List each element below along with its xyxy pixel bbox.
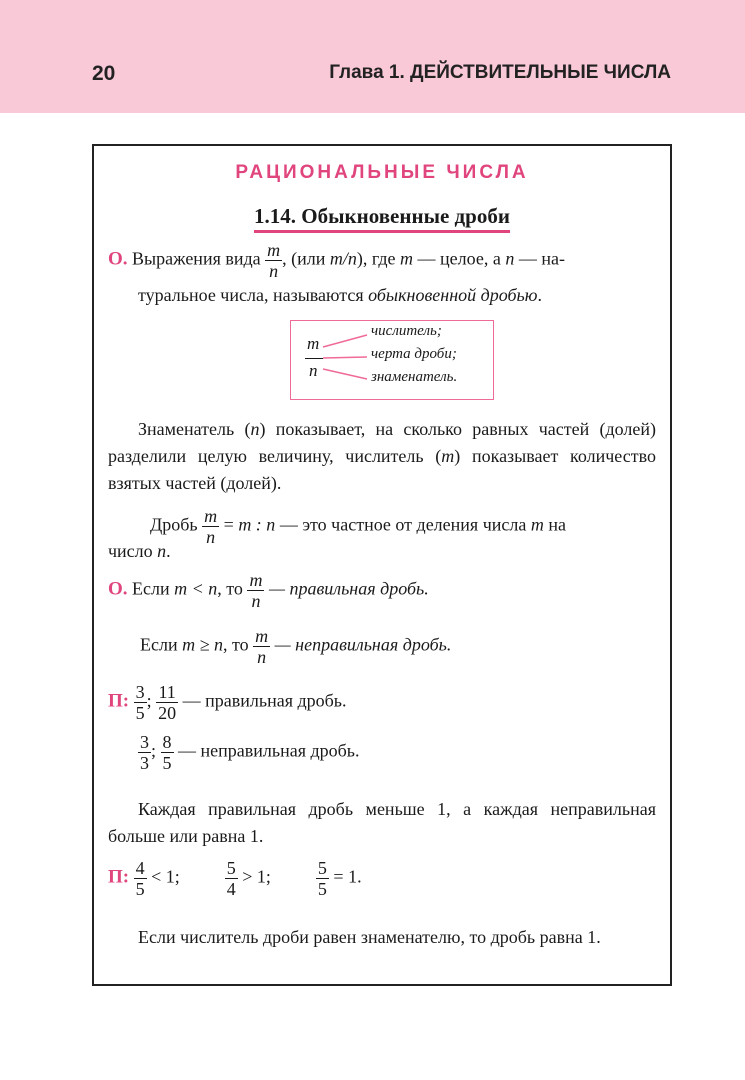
fraction-8-5 bbox=[161, 732, 174, 773]
paragraph-comparison: Каждая правильная дробь меньше 1, а каждая неправильная больше или равна 1. bbox=[108, 799, 656, 846]
example-1-row-2 bbox=[138, 732, 360, 773]
page-header bbox=[0, 0, 745, 113]
fraction-denominator: n bbox=[257, 647, 267, 667]
scheme-connector-lines bbox=[321, 321, 371, 399]
fraction-5-5 bbox=[316, 858, 329, 899]
paragraph-equal-one: Если числитель дроби равен знаменателю, то дробь равна 1. bbox=[138, 927, 601, 947]
def1-dot: . bbox=[537, 285, 542, 305]
definition-marker: О. bbox=[108, 248, 128, 270]
example-marker: П: bbox=[108, 690, 130, 712]
fraction-numerator: m bbox=[204, 506, 218, 526]
para2-dot: . bbox=[166, 541, 171, 561]
para2-line2: число bbox=[108, 541, 153, 561]
example-1-label-proper: — правильная дробь. bbox=[182, 690, 347, 711]
paragraph-division-line-1 bbox=[150, 506, 566, 547]
fraction-denominator: n bbox=[251, 591, 261, 611]
paragraph-denominator bbox=[108, 416, 656, 497]
fraction-numerator: 8 bbox=[162, 732, 172, 752]
example-marker: П: bbox=[108, 866, 130, 888]
fraction-numerator: m bbox=[267, 240, 281, 260]
section-rubric: РАЦИОНАЛЬНЫЕ ЧИСЛА bbox=[235, 162, 529, 183]
section-title bbox=[94, 204, 670, 229]
fraction-denominator: 4 bbox=[226, 879, 236, 899]
fraction-5-4 bbox=[225, 858, 238, 899]
para1-m: m bbox=[441, 446, 455, 466]
example-2 bbox=[108, 858, 362, 899]
para1-t3: ) показывает количество взятых частей (долей). bbox=[108, 446, 656, 493]
def1-end: — на- bbox=[518, 248, 565, 269]
example-separator: ; bbox=[146, 690, 152, 711]
scheme-label-numerator: числитель; bbox=[371, 323, 442, 339]
def2-l2-to: , то bbox=[223, 634, 249, 655]
fraction-4-5 bbox=[134, 858, 147, 899]
def2-l1-to: , то bbox=[217, 578, 243, 599]
def1-line2: туральное числа, называются bbox=[138, 285, 364, 305]
fraction-numerator: 3 bbox=[135, 682, 145, 702]
definition-marker: О. bbox=[108, 578, 128, 600]
para2-expr: m : n bbox=[238, 514, 276, 535]
fraction-m-n bbox=[265, 240, 282, 281]
fraction-11-20 bbox=[156, 682, 178, 723]
example-2-relation: < 1; bbox=[151, 866, 180, 887]
def2-l1-pre: Если bbox=[132, 578, 170, 599]
fraction-denominator: 3 bbox=[140, 753, 149, 773]
scheme-denominator: n bbox=[309, 361, 318, 380]
fraction-denominator: 5 bbox=[135, 703, 145, 723]
fraction-denominator: 20 bbox=[158, 703, 177, 723]
para1-n: n bbox=[250, 419, 260, 439]
example-2-relation: = 1. bbox=[333, 866, 362, 887]
fraction-numerator: 4 bbox=[135, 858, 145, 878]
fraction-numerator: 5 bbox=[317, 858, 327, 878]
para1-t1: Знаменатель ( bbox=[138, 419, 251, 439]
fraction-numerator: m bbox=[255, 626, 269, 646]
fraction-denominator: 5 bbox=[162, 753, 172, 773]
definition-1-line-1 bbox=[108, 240, 565, 281]
fraction-scheme bbox=[290, 320, 494, 400]
content-frame bbox=[92, 144, 672, 986]
definition-2-line-2 bbox=[140, 626, 451, 667]
para2-eq: = bbox=[223, 514, 234, 535]
example-1-row-1 bbox=[108, 682, 347, 723]
def1-pre: Выражения вида bbox=[132, 248, 261, 269]
fraction-m-n bbox=[202, 506, 219, 547]
fraction-3-3 bbox=[138, 732, 151, 773]
fraction-denominator: 5 bbox=[317, 879, 327, 899]
fraction-numerator: 5 bbox=[226, 858, 236, 878]
chapter-title: Глава 1. ДЕЙСТВИТЕЛЬНЫЕ ЧИСЛА bbox=[329, 62, 671, 83]
def1-m: m bbox=[400, 248, 414, 269]
example-separator: ; bbox=[151, 740, 157, 761]
fraction-numerator: m bbox=[249, 570, 263, 590]
example-2-relation: > 1; bbox=[242, 866, 271, 887]
scheme-label-denominator: знаменатель. bbox=[371, 369, 458, 385]
definition-2-line-1 bbox=[108, 570, 429, 611]
example-1-label-improper: — неправильная дробь. bbox=[178, 740, 360, 761]
def2-l2-cond: m ≥ n bbox=[182, 634, 223, 655]
fraction-numerator: 3 bbox=[140, 732, 149, 752]
fraction-denominator: n bbox=[206, 527, 216, 547]
para1-t2: ) показывает, на сколько равных частей (долей) разделили целую величину, числитель ( bbox=[108, 419, 656, 466]
def2-l1-post: — правильная дробь. bbox=[268, 578, 429, 599]
def1-n: n bbox=[505, 248, 515, 269]
para2-pre: Дробь bbox=[150, 514, 198, 535]
def1-mid2: ), где bbox=[356, 248, 396, 269]
def2-l2-post: — неправильная дробь. bbox=[274, 634, 452, 655]
def1-alt: m/n bbox=[329, 248, 357, 269]
def2-l2-pre: Если bbox=[140, 634, 178, 655]
fraction-denominator: n bbox=[269, 261, 279, 281]
fraction-m-n bbox=[253, 626, 270, 667]
fraction-denominator: 5 bbox=[135, 879, 145, 899]
definition-1-line-2 bbox=[138, 282, 542, 308]
fraction-3-5 bbox=[134, 682, 147, 723]
para2-m: m bbox=[530, 514, 544, 535]
def1-mid3: — целое, а bbox=[417, 248, 501, 269]
fraction-numerator: 11 bbox=[156, 682, 178, 703]
paragraph-division-line-2 bbox=[108, 538, 171, 564]
scheme-numerator: m bbox=[307, 334, 320, 353]
para2-n: n bbox=[157, 541, 167, 561]
page-number: 20 bbox=[92, 62, 116, 85]
para2-post2: на bbox=[548, 514, 566, 535]
para2-post: — это частное от деления числа bbox=[279, 514, 527, 535]
def1-term: обыкновенной дробью bbox=[368, 285, 538, 305]
def1-mid: , (или bbox=[282, 248, 326, 269]
fraction-m-n bbox=[247, 570, 264, 611]
scheme-label-bar: черта дроби; bbox=[371, 346, 457, 362]
section-title-text: 1.14. Обыкновенные дроби bbox=[254, 204, 510, 233]
def2-l1-cond: m < n bbox=[174, 578, 218, 599]
